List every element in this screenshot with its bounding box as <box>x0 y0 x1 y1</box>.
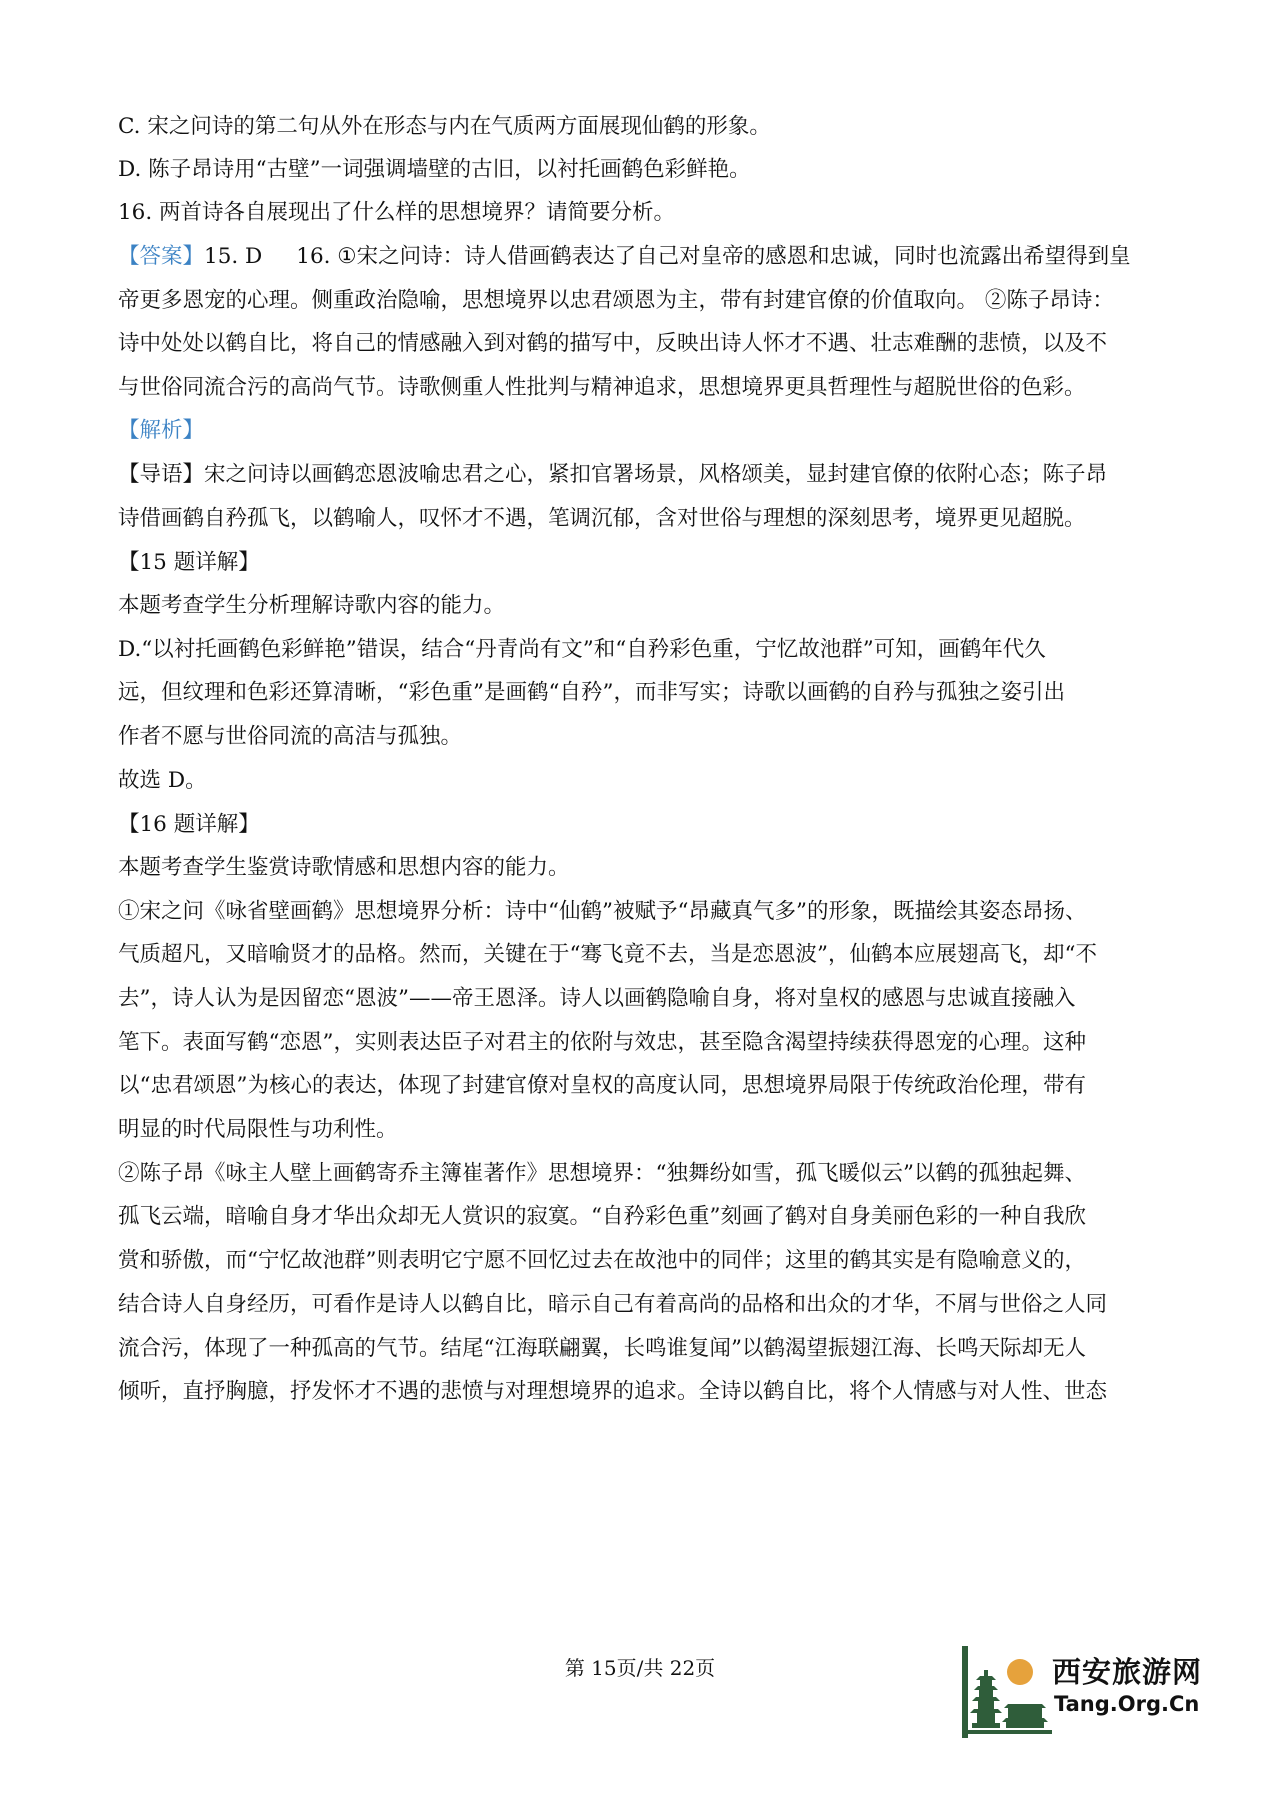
question-16: 16. 两首诗各自展现出了什么样的思想境界？请简要分析。 <box>118 200 676 225</box>
answer-16-start: 16. ①宋之问诗：诗人借画鹤表达了自己对皇帝的感恩和忠诚，同时也流露出希望得到皇 <box>296 244 1131 269</box>
logo-title: 西安旅游网 <box>1052 1655 1203 1689</box>
site-logo <box>962 1646 1206 1738</box>
body-line: 明显的时代局限性与功利性。 <box>118 1117 398 1142</box>
page-footer: 第 15页/共 22页 <box>564 1656 716 1680</box>
answer-label: 【答案】 <box>118 244 205 269</box>
section-heading-16: 【16 题详解】 <box>118 812 260 837</box>
body-line: 赏和骄傲，而“宁忆故池群”则表明它宁愿不回忆过去在故池中的同伴；这里的鹤其实是有隐喻意义的， <box>118 1248 1086 1273</box>
body-line: 倾听，直抒胸臆，抒发怀才不遇的悲愤与对理想境界的追求。全诗以鹤自比，将个人情感与对人性、世态 <box>118 1379 1108 1404</box>
section-heading-15: 【15 题详解】 <box>118 550 260 575</box>
body-line: 结合诗人自身经历，可看作是诗人以鹤自比，暗示自己有着高尚的品格和出众的才华，不屑与世俗之人同 <box>118 1292 1108 1317</box>
intro-line: 诗借画鹤自矜孤飞，以鹤喻人，叹怀才不遇，笔调沉郁，含对世俗与理想的深刻思考，境界更见超脱。 <box>118 506 1086 531</box>
answer-15: 15. D <box>204 244 263 269</box>
option-c: C. 宋之问诗的第二句从外在形态与内在气质两方面展现仙鹤的形象。 <box>118 114 771 139</box>
answer-text-line: 诗中处处以鹤自比，将自己的情感融入到对鹤的描写中，反映出诗人怀才不遇、壮志难酬的悲愤，以及不 <box>118 331 1108 356</box>
body-line: 孤飞云端，暗喻自身才华出众却无人赏识的寂寞。“自矜彩色重”刻画了鹤对自身美丽色彩的一种自我欣 <box>118 1204 1086 1229</box>
pagoda-icon <box>962 1646 1052 1738</box>
body-line: 远，但纹理和色彩还算清晰，“彩色重”是画鹤“自矜”，而非写实；诗歌以画鹤的自矜与孤独之姿引出 <box>118 680 1065 705</box>
body-line: 作者不愿与世俗同流的高洁与孤独。 <box>118 724 463 749</box>
body-line: ②陈子昂《咏主人壁上画鹤寄乔主簿崔著作》思想境界：“独舞纷如雪，孤飞暖似云”以鹤的孤独起舞、 <box>118 1161 1086 1186</box>
intro-line: 【导语】宋之问诗以画鹤恋恩波喻忠君之心，紧扣官署场景，风格颂美，显封建官僚的依附心态；陈子昂 <box>118 462 1108 487</box>
body-line: 本题考查学生分析理解诗歌内容的能力。 <box>118 593 506 618</box>
logo-url: Tang.Org.Cn <box>1054 1692 1200 1716</box>
body-line: 气质超凡，又暗喻贤才的品格。然而，关键在于“骞飞竟不去，当是恋恩波”，仙鹤本应展翅高飞，却“不 <box>118 942 1097 967</box>
body-line: 流合污，体现了一种孤高的气节。结尾“江海联翩翼，长鸣谁复闻”以鹤渴望振翅江海、长鸣天际却无人 <box>118 1336 1086 1361</box>
body-line: 笔下。表面写鹤“恋恩”，实则表达臣子对君主的依附与效忠，甚至隐含渴望持续获得恩宠的心理。这种 <box>118 1030 1086 1055</box>
option-d: D. 陈子昂诗用“古壁”一词强调墙壁的古旧，以衬托画鹤色彩鲜艳。 <box>118 157 751 182</box>
body-line: D.“以衬托画鹤色彩鲜艳”错误，结合“丹青尚有文”和“自矜彩色重，宁忆故池群”可知，画鹤年代久 <box>118 637 1046 662</box>
body-line: 故选 D。 <box>118 768 207 793</box>
answer-text-line: 帝更多恩宠的心理。侧重政治隐喻，思想境界以忠君颂恩为主，带有封建官僚的价值取向。 ②陈子昂诗： <box>118 288 1114 313</box>
body-line: 以“忠君颂恩”为核心的表达，体现了封建官僚对皇权的高度认同，思想境界局限于传统政治伦理，带有 <box>118 1073 1086 1098</box>
body-line: ①宋之问《咏省壁画鹤》思想境界分析：诗中“仙鹤”被赋予“昂藏真气多”的形象，既描绘其姿态昂扬、 <box>118 899 1087 924</box>
answer-text-line: 与世俗同流合污的高尚气节。诗歌侧重人性批判与精神追求，思想境界更具哲理性与超脱世俗的色彩。 <box>118 375 1086 400</box>
answer-line <box>118 242 1168 272</box>
analysis-label: 【解析】 <box>118 418 205 443</box>
body-line: 本题考查学生鉴赏诗歌情感和思想内容的能力。 <box>118 855 570 880</box>
body-line: 去”，诗人认为是因留恋“恩波”——帝王恩泽。诗人以画鹤隐喻自身，将对皇权的感恩与忠诚直接融入 <box>118 986 1076 1011</box>
